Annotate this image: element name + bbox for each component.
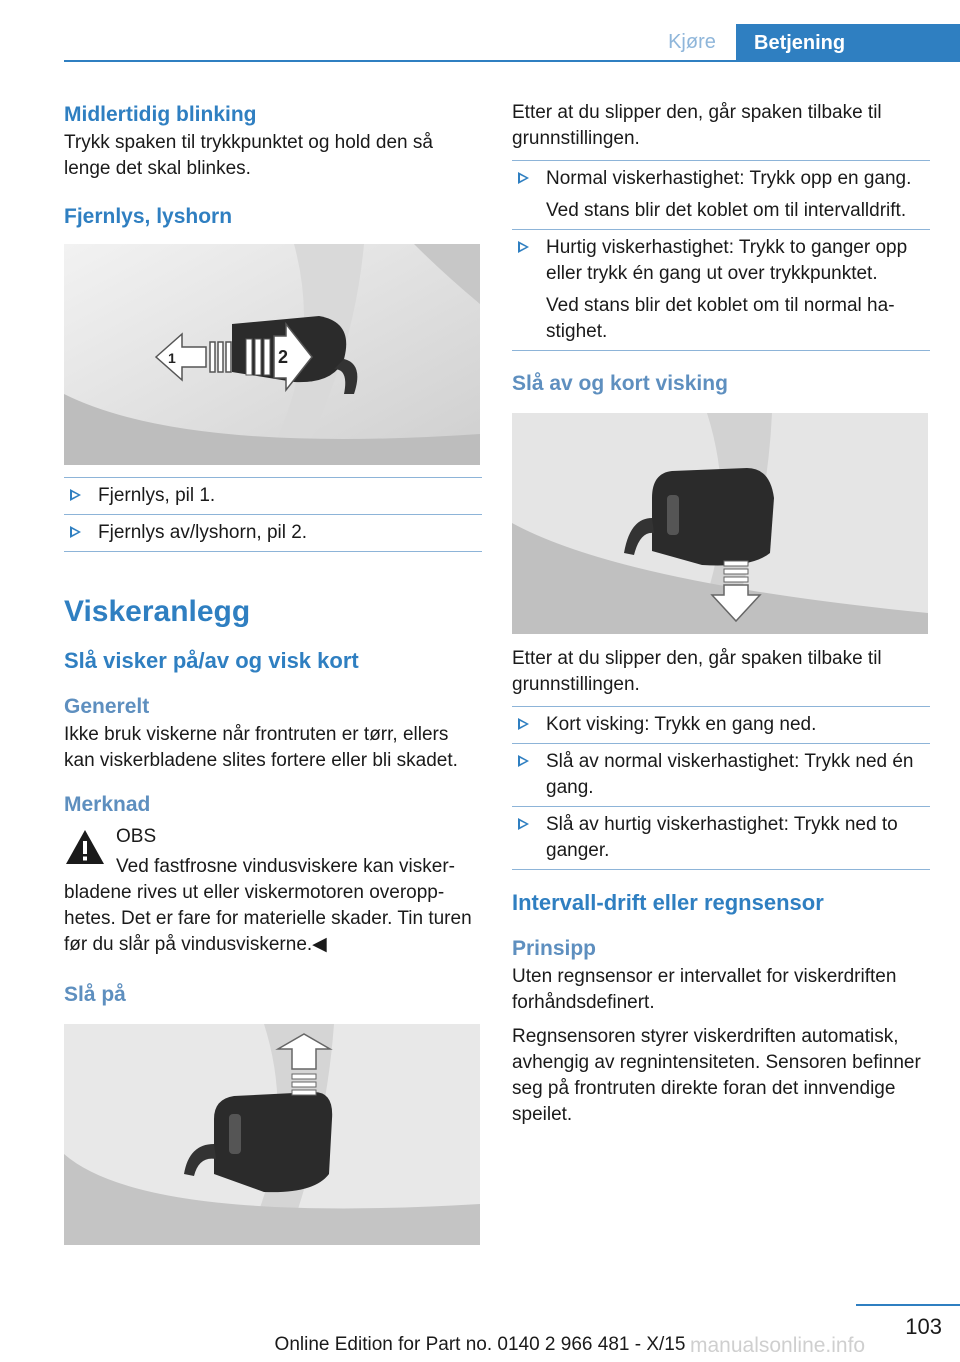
header-rule — [64, 60, 960, 62]
section-tab-betjening[interactable]: Betjening — [736, 24, 960, 62]
heading-midlertidig-blinking: Midlertidig blinking — [64, 103, 257, 126]
kort-visking-illustration — [512, 413, 928, 634]
page-number: 103 — [905, 1314, 942, 1339]
list-item: Fjernlys av/lyshorn, pil 2. — [64, 515, 482, 552]
footer-rule — [856, 1304, 960, 1306]
sla-pa-illustration — [64, 1024, 480, 1245]
list-item: Normal viskerhastighet: Trykk opp en gang. Ved stans blir det koblet om til intervalldrift. — [512, 161, 930, 230]
edition-text: Online Edition for Part no. 0140 2 966 481 - X/15 — [274, 1334, 686, 1355]
heading-generelt: Generelt — [64, 695, 150, 718]
heading-fjernlys: Fjernlys, lyshorn — [64, 205, 233, 228]
warning-title: OBS — [116, 826, 157, 847]
kort-intro-text: Etter at du slipper den, går spaken tilbake til grunnstillingen. — [512, 648, 882, 695]
watermark-text: manualsonline.info — [690, 1334, 866, 1357]
left-column — [64, 100, 482, 1245]
heading-intervall: Intervall-drift eller regnsensor — [512, 890, 824, 915]
heading-merknad: Merknad — [64, 793, 151, 816]
generelt-text: Ikke bruk viskerne når frontruten er tørr, ellers kan viskerbladene slites fortere eller bli skadet. — [64, 724, 458, 771]
page-header — [0, 0, 960, 62]
speed-list — [512, 160, 930, 351]
list-item: Slå av hurtig viskerhastighet: Trykk ned to ganger. — [512, 807, 930, 870]
heading-sla-pa: Slå på — [64, 983, 126, 1006]
triangle-bullet-icon — [70, 489, 81, 501]
triangle-bullet-icon — [518, 172, 529, 184]
midlertidig-text: Trykk spaken til trykkpunktet og hold den så lenge det skal blinkes. — [64, 132, 433, 179]
prinsipp-text-2: Regnsensoren styrer viskerdriften automatisk, avhengig av regnintensiteten. Sensoren befinner seg på frontruten direkte foran det innvendige speilet. — [512, 1026, 921, 1125]
list-item: Hurtig viskerhastighet: Trykk to ganger opp eller trykk én gang ut over trykkpunktet. Ved stans blir det koblet om til normal hastighet. — [512, 230, 930, 351]
intro-text: Etter at du slipper den, går spaken tilbake til grunnstillingen. — [512, 102, 882, 149]
right-column — [512, 100, 930, 1128]
triangle-bullet-icon — [70, 526, 81, 538]
warning-text: Ved fastfrosne vindusviskere kan viskerbladene rives ut eller viskermotoren overopphetes. Det er fare for materielle skader. Tin turen før du slår på vindusviskerne.◀ — [64, 856, 472, 955]
triangle-bullet-icon — [518, 241, 529, 253]
fjernlys-illustration — [64, 244, 480, 465]
warning-triangle-icon — [64, 828, 106, 866]
fjernlys-list — [64, 477, 482, 552]
list-item: Kort visking: Trykk en gang ned. — [512, 707, 930, 744]
triangle-bullet-icon — [518, 718, 529, 730]
heading-prinsipp: Prinsipp — [512, 937, 597, 960]
list-item: Fjernlys, pil 1. — [64, 478, 482, 515]
svg-text:2: 2 — [278, 347, 289, 367]
svg-text:1: 1 — [168, 350, 176, 366]
heading-viskeranlegg: Viskeranlegg — [64, 595, 251, 628]
triangle-bullet-icon — [518, 818, 529, 830]
prinsipp-text-1: Uten regnsensor er intervallet for viskerdriften forhåndsdefinert. — [512, 966, 897, 1013]
list-item: Slå av normal viskerhastighet: Trykk ned én gang. — [512, 744, 930, 807]
heading-sla-visker: Slå visker på/av og visk kort — [64, 648, 359, 673]
triangle-bullet-icon — [518, 755, 529, 767]
section-tab-kjore[interactable]: Kjøre — [668, 31, 716, 53]
heading-kort-visking: Slå av og kort visking — [512, 372, 728, 395]
warning-box — [64, 824, 482, 958]
kort-list — [512, 706, 930, 870]
